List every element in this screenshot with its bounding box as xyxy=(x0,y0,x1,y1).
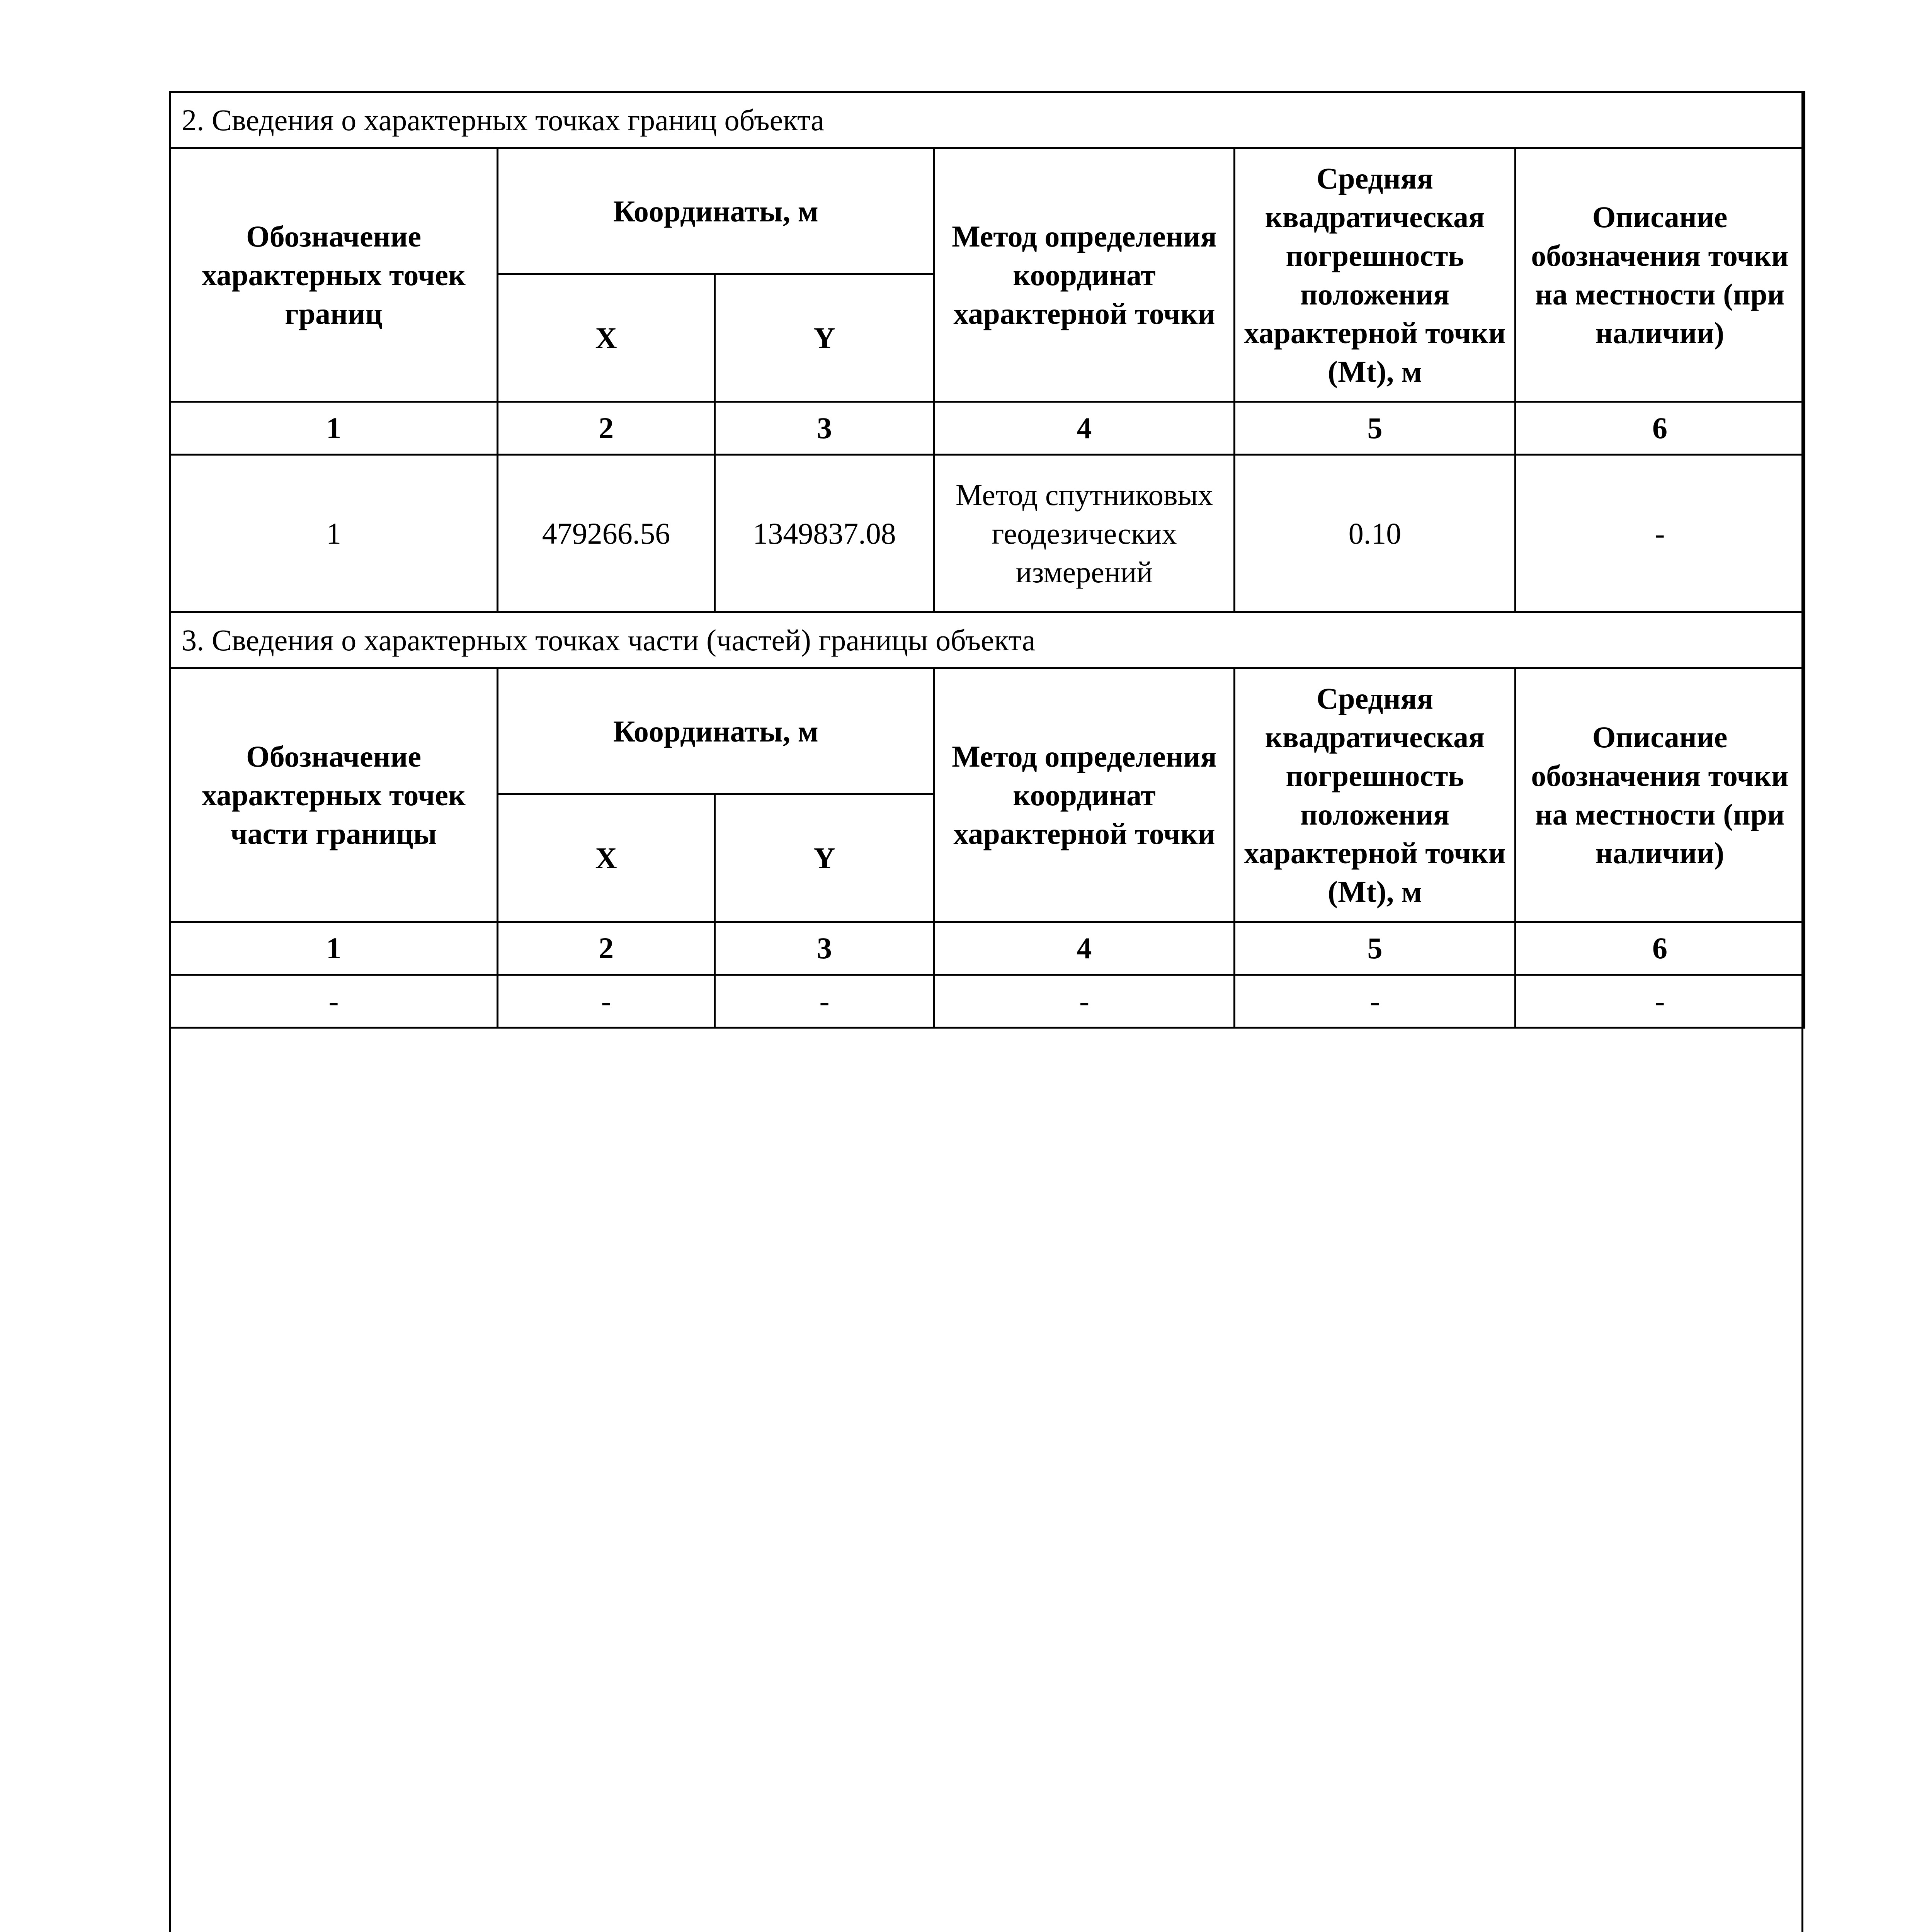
column-number: 5 xyxy=(1235,922,1516,975)
cell-description: - xyxy=(1516,975,1805,1028)
cell-x: 479266.56 xyxy=(498,455,715,612)
column-number: 6 xyxy=(1516,922,1805,975)
column-number: 6 xyxy=(1516,402,1805,455)
cell-point: 1 xyxy=(170,455,498,612)
cell-method: - xyxy=(934,975,1235,1028)
cell-y: - xyxy=(715,975,934,1028)
header-x: X xyxy=(498,274,715,402)
header-designation: Обозначение характерных точек части границы xyxy=(170,668,498,922)
header-coordinates: Координаты, м xyxy=(498,148,934,274)
column-number: 1 xyxy=(170,922,498,975)
column-number: 4 xyxy=(934,402,1235,455)
section2-table xyxy=(169,91,1805,613)
section3-title: 3. Сведения о характерных точках части (частей) границы объекта xyxy=(170,612,1805,668)
cell-point: - xyxy=(170,975,498,1028)
column-numbers-row xyxy=(170,922,1805,975)
header-x: X xyxy=(498,794,715,922)
table-row xyxy=(170,455,1805,612)
column-number: 2 xyxy=(498,922,715,975)
header-description: Описание обозначения точки на местности (при наличии) xyxy=(1516,668,1805,922)
table-row xyxy=(170,975,1805,1028)
cell-description: - xyxy=(1516,455,1805,612)
header-method: Метод определения координат характерной точки xyxy=(934,668,1235,922)
section2-title: 2. Сведения о характерных точках границ объекта xyxy=(170,92,1805,148)
header-designation: Обозначение характерных точек границ xyxy=(170,148,498,402)
cell-y: 1349837.08 xyxy=(715,455,934,612)
column-number: 2 xyxy=(498,402,715,455)
cell-x: - xyxy=(498,975,715,1028)
header-error: Средняя квадратическая погрешность положения характерной точки (Mt), м xyxy=(1235,148,1516,402)
header-method: Метод определения координат характерной точки xyxy=(934,148,1235,402)
column-number: 1 xyxy=(170,402,498,455)
column-number: 3 xyxy=(715,922,934,975)
cell-error: 0.10 xyxy=(1235,455,1516,612)
cell-method: Метод спутниковых геодезических измерений xyxy=(934,455,1235,612)
section3-table xyxy=(169,611,1805,1029)
cell-error: - xyxy=(1235,975,1516,1028)
column-numbers-row xyxy=(170,402,1805,455)
header-description: Описание обозначения точки на местности (при наличии) xyxy=(1516,148,1805,402)
column-number: 5 xyxy=(1235,402,1516,455)
header-y: Y xyxy=(715,274,934,402)
column-number: 4 xyxy=(934,922,1235,975)
header-y: Y xyxy=(715,794,934,922)
column-number: 3 xyxy=(715,402,934,455)
header-error: Средняя квадратическая погрешность положения характерной точки (Mt), м xyxy=(1235,668,1516,922)
header-coordinates: Координаты, м xyxy=(498,668,934,794)
